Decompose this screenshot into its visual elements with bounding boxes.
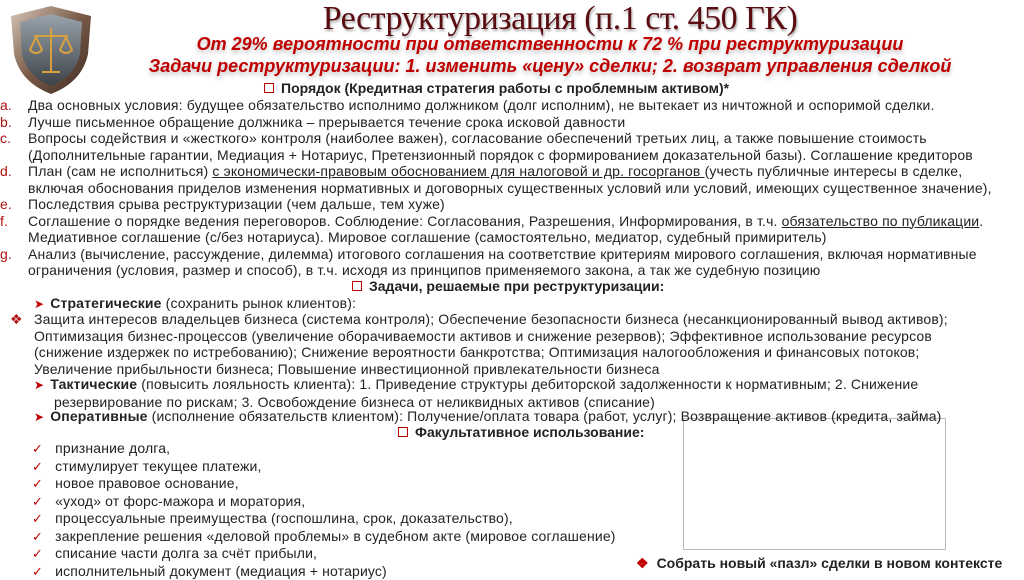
list-marker: e. xyxy=(0,196,12,213)
list-item-text: (учесть публичные интересы в сделке, xyxy=(705,163,963,179)
optional-heading xyxy=(398,424,644,440)
list-item-text: Два основных условия: будущее обязательство исполнимо должником (долг исполним), не вытекает из ничтожной и оспоримой сделки. xyxy=(28,97,1024,114)
operative-label: Оперативные xyxy=(50,408,147,424)
list-item-text: . xyxy=(979,213,983,229)
strategic-note: (сохранить рынок клиентов): xyxy=(162,295,356,311)
square-bullet-icon xyxy=(398,427,408,437)
operative-text: (исполнение обязательств клиентом): Получение/оплата товара (работ, услуг); Возвращение активов (кредита, займа) xyxy=(148,408,942,424)
checkmark-icon: ✓ xyxy=(32,564,43,579)
tactical-item xyxy=(34,376,918,410)
conclusion-text: Собрать новый «пазл» сделки в новом контексте xyxy=(657,555,1003,571)
list-item xyxy=(0,114,1024,131)
list-marker: g. xyxy=(0,246,12,263)
tasks-heading-text: Задачи, решаемые при реструктуризации: xyxy=(369,278,664,294)
checkmark-icon: ✓ xyxy=(32,546,43,561)
list-marker: f. xyxy=(0,213,8,230)
list-item-text: новое правовое основание, xyxy=(55,475,239,491)
list-item-text: Анализ (вычисление, рассуждение, дилемма) итогового соглашения на соответствие критериям мирового соглашения, включая нормативные xyxy=(28,246,1024,263)
strategic-line: Защита интересов владельцев бизнеса (система контроля); Обеспечение безопасности бизнеса (несанкционированный вывод активов); xyxy=(10,311,948,328)
list-item xyxy=(32,528,616,546)
list-item xyxy=(0,97,1024,114)
procedure-list xyxy=(0,97,1024,279)
arrow-bullet-icon: ➤ xyxy=(34,378,44,392)
image-placeholder-frame xyxy=(683,418,946,550)
list-marker: d. xyxy=(0,163,12,180)
list-item xyxy=(32,493,616,511)
checkmark-icon: ✓ xyxy=(32,494,43,509)
list-item-text: Соглашение о порядке ведения переговоров. Соблюдение: Согласования, Разрешения, Информирования, в т.ч. xyxy=(28,213,782,229)
strategic-label: Стратегические xyxy=(50,295,161,311)
diamond-bullet-icon: ❖ xyxy=(636,555,649,571)
list-item xyxy=(32,458,616,476)
tactical-text: (повысить лояльность клиента): 1. Приведение структуры дебиторской задолженности к нормативным; 2. Снижение xyxy=(137,376,918,392)
strategic-details xyxy=(10,311,948,377)
list-item xyxy=(32,563,616,580)
list-item xyxy=(32,475,616,493)
list-item-text: признание долга, xyxy=(55,440,170,456)
list-item-text: стимулирует текущее платежи, xyxy=(55,458,261,474)
list-item-text: закрепление решения «деловой проблемы» в судебном акте (мировое соглашение) xyxy=(55,528,615,544)
list-item xyxy=(0,130,1024,163)
list-item-text: План (сам не исполниться) xyxy=(28,163,212,179)
square-bullet-icon xyxy=(352,281,362,291)
list-item xyxy=(0,196,1024,213)
list-item-text: «уход» от форс-мажора и моратория, xyxy=(55,493,305,509)
list-item-text: Вопросы содействия и «жесткого» контроля (наиболее важен), согласование обеспечений третьих лиц, а также повышение стоимость xyxy=(28,130,1024,147)
checkmark-icon: ✓ xyxy=(32,476,43,491)
tactical-label: Тактические xyxy=(50,376,137,392)
diamond-bullet-icon: ❖ xyxy=(10,311,23,328)
tactical-text: резервирование по рискам; 3. Освобождение бизнеса от неликвидных активов (списание) xyxy=(34,394,918,411)
list-item-text: процессуальные преимущества (госпошлина, срок, доказательство), xyxy=(55,510,513,526)
list-item-text: (Дополнительные гарантии, Медиация + Нотариус, Претензионный порядок с формированием доказательной базы). Соглашение кредиторов xyxy=(28,147,1024,164)
underlined-text: обязательство по публикации xyxy=(782,213,980,229)
tasks-heading xyxy=(352,278,664,294)
optional-list xyxy=(32,440,616,580)
list-item-text: Лучше письменное обращение должника – прерывается течение срока исковой давности xyxy=(28,114,1024,131)
slide-subtitle-probability: От 29% вероятности при ответственности к 72 % при реструктуризации xyxy=(0,34,1024,55)
list-item xyxy=(32,440,616,458)
strategic-line: Увеличение прибыльности бизнеса; Повышение инвестиционной привлекательности бизнеса xyxy=(10,361,948,378)
list-marker: b. xyxy=(0,114,12,131)
list-item-text: включая обоснования приделов изменения нормативных и договорных существенных условий или условий, имеющих существенное значение), xyxy=(28,180,1024,197)
checkmark-icon: ✓ xyxy=(32,441,43,456)
optional-heading-text: Факультативное использование: xyxy=(415,424,644,440)
list-item xyxy=(0,246,1024,279)
list-item xyxy=(32,545,616,563)
conclusion xyxy=(636,555,1002,572)
procedure-heading-text: Порядок (Кредитная стратегия работы с проблемным активом)* xyxy=(281,80,729,96)
list-item-text: ограничения (условия, размер и способ), в т.ч. исходя из принципов применяемого закона, а так же судебную позицию xyxy=(28,262,1024,279)
arrow-bullet-icon: ➤ xyxy=(34,297,44,311)
underlined-text: с экономически-правовым обоснованием для налоговой и др. госорганов xyxy=(212,163,704,179)
arrow-bullet-icon: ➤ xyxy=(34,410,44,424)
checkmark-icon: ✓ xyxy=(32,459,43,474)
checkmark-icon: ✓ xyxy=(32,529,43,544)
list-item-text: исполнительный документ (медиация + нотариус) xyxy=(55,563,387,579)
list-item-text: Последствия срыва реструктуризации (чем дальше, тем хуже) xyxy=(28,196,1024,213)
list-item xyxy=(32,510,616,528)
procedure-heading xyxy=(264,80,729,96)
list-item-text: Медиативное соглашение (с/без нотариуса). Мировое соглашение (самостоятельно, медиатор, судебный примиритель) xyxy=(28,229,1024,246)
checkmark-icon: ✓ xyxy=(32,511,43,526)
square-bullet-icon xyxy=(264,83,274,93)
operative-item xyxy=(34,408,941,426)
list-marker: c. xyxy=(0,130,11,147)
slide-subtitle-tasks: Задачи реструктуризации: 1. изменить «цену» сделки; 2. возврат управления сделкой xyxy=(0,56,1024,77)
list-item-text: списание части долга за счёт прибыли, xyxy=(55,545,317,561)
list-marker: a. xyxy=(0,97,12,114)
strategic-line: Оптимизация бизнес-процессов (увеличение оборачиваемости активов и снижение резервов); Эффективное использование ресурсов xyxy=(10,328,948,345)
list-item xyxy=(0,163,1024,196)
slide-title: Реструктуризация (п.1 ст. 450 ГК) xyxy=(0,0,1024,38)
list-item xyxy=(0,213,1024,246)
strategic-item xyxy=(34,295,356,313)
strategic-line: (снижение издержек по истребованию); Снижение вероятности банкротства; Оптимизация налогообложения и финансовых потоков; xyxy=(10,344,948,361)
